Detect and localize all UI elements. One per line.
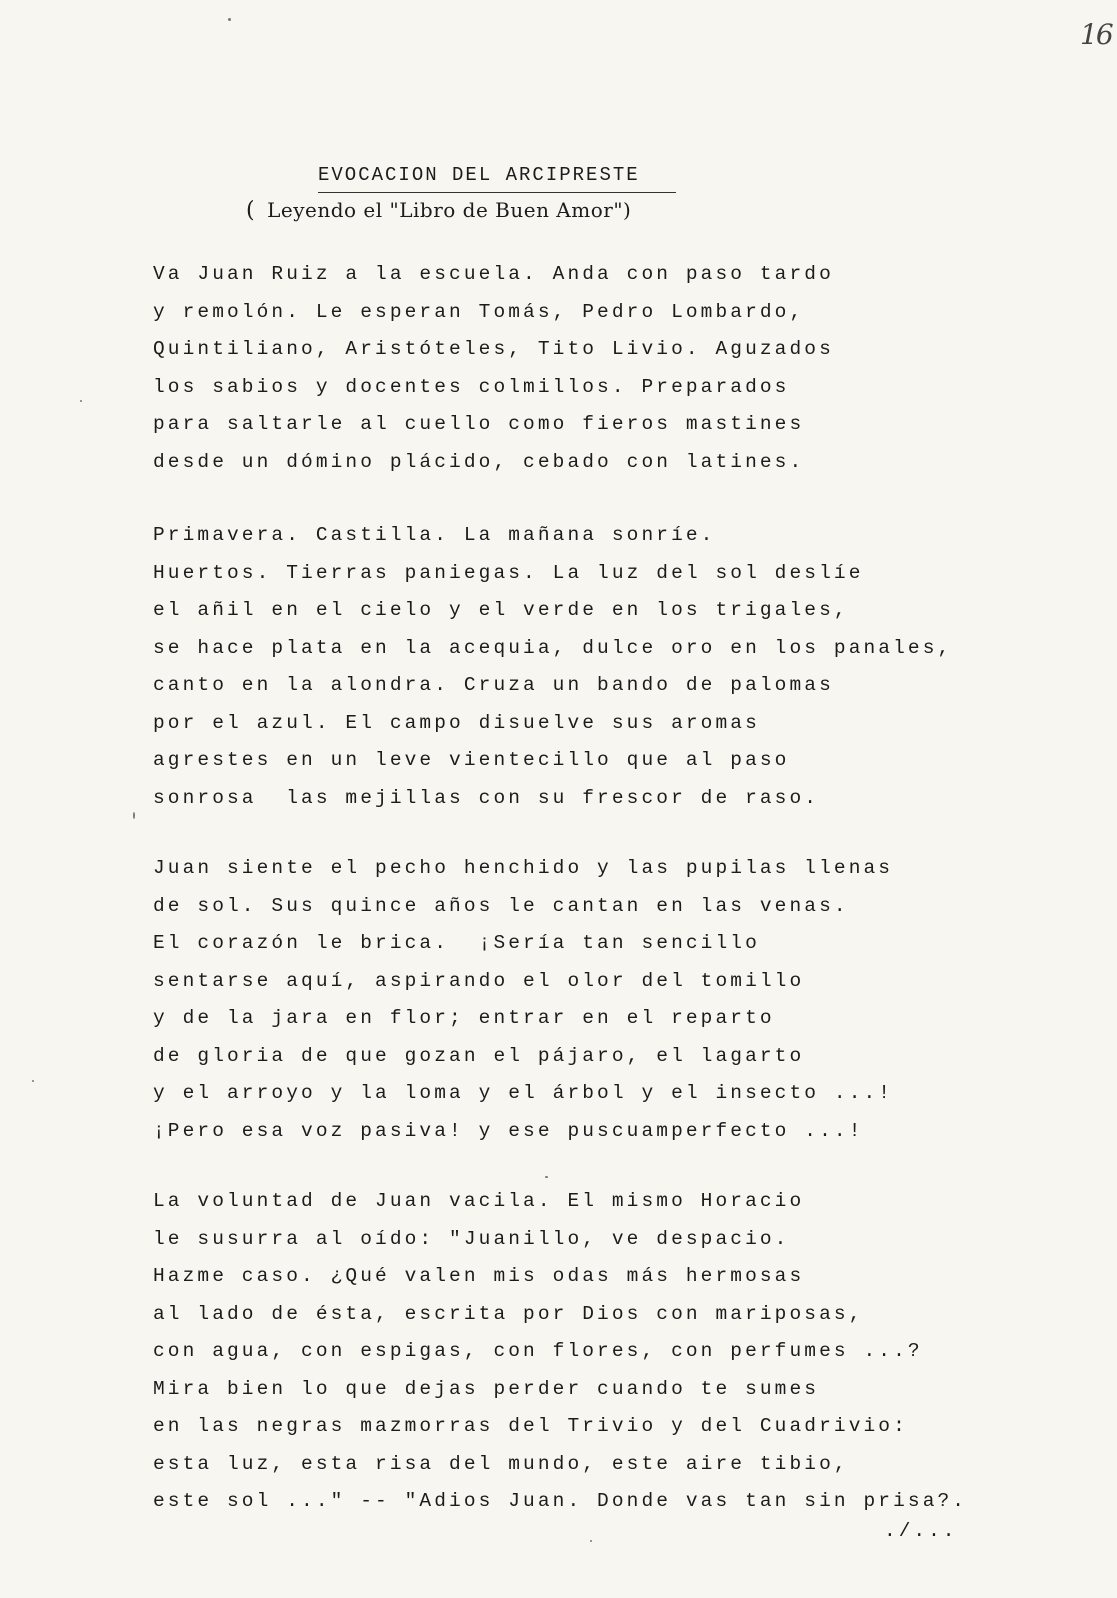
poem-line: Huertos. Tierras paniegas. La luz del sol deslíe: [153, 561, 864, 584]
poem-line: Juan siente el pecho henchido y las pupilas llenas: [153, 857, 894, 879]
stanza-2: [153, 517, 952, 817]
poem-line: La voluntad de Juan vacila. El mismo Horacio: [153, 1190, 805, 1212]
poem-line: y de la jara en flor; entrar en el reparto: [153, 1007, 775, 1029]
poem-line: desde un dómino plácido, cebado con latines.: [153, 450, 805, 473]
poem-title: EVOCACION DEL ARCIPRESTE: [318, 164, 676, 193]
subtitle-text: Leyendo el "Libro de Buen Amor"): [267, 198, 632, 222]
page-number: 16: [1080, 18, 1112, 51]
poem-line: Quintiliano, Aristóteles, Tito Livio. Aguzados: [153, 338, 834, 360]
stanza-3: [153, 850, 893, 1150]
poem-line: esta luz, esta risa del mundo, este aire tibio,: [153, 1452, 849, 1475]
poem-line: agrestes en un leve vientecillo que al paso: [153, 749, 790, 771]
poem-line: por el azul. El campo disuelve sus aromas: [153, 711, 760, 734]
poem-line: ¡Pero esa voz pasiva! y ese puscuamperfecto ...!: [153, 1119, 864, 1142]
poem-line: sentarse aquí, aspirando el olor del tomillo: [153, 969, 805, 992]
poem-line: El corazón le brica. ¡Sería tan sencillo: [153, 932, 760, 954]
poem-line: con agua, con espigas, con flores, con perfumes ...?: [153, 1340, 923, 1362]
poem-line: y remolón. Le esperan Tomás, Pedro Lombardo,: [153, 300, 805, 323]
poem-line: al lado de ésta, escrita por Dios con mariposas,: [153, 1302, 864, 1325]
paper-speck: [545, 1176, 548, 1178]
paper-speck: [32, 1080, 34, 1082]
poem-line: los sabios y docentes colmillos. Preparados: [153, 375, 790, 398]
poem-line: de sol. Sus quince años le cantan en las venas.: [153, 894, 849, 917]
paper-speck: [133, 812, 135, 819]
poem-line: en las negras mazmorras del Trivio y del Cuadrivio:: [153, 1415, 908, 1437]
poem-line: de gloria de que gozan el pájaro, el lagarto: [153, 1044, 805, 1067]
poem-line: sonrosa las mejillas con su frescor de raso.: [153, 786, 820, 809]
poem-line: se hace plata en la acequia, dulce oro en los panales,: [153, 636, 953, 659]
continues-marker: ./...: [884, 1520, 958, 1542]
poem-line: Hazme caso. ¿Qué valen mis odas más hermosas: [153, 1265, 805, 1287]
poem-line: para saltarle al cuello como fieros mastines: [153, 413, 805, 435]
paper-speck: [80, 400, 82, 402]
poem-subtitle: [246, 198, 631, 223]
subtitle-open-paren: (: [246, 198, 256, 223]
poem-line: el añil en el cielo y el verde en los trigales,: [153, 599, 849, 621]
paper-speck: [590, 1540, 592, 1542]
poem-line: y el arroyo y la loma y el árbol y el insecto ...!: [153, 1082, 894, 1104]
paper-speck: [228, 18, 231, 21]
poem-line: Va Juan Ruiz a la escuela. Anda con paso tardo: [153, 263, 834, 285]
stanza-4: [153, 1183, 967, 1521]
poem-line: le susurra al oído: "Juanillo, ve despacio.: [153, 1227, 790, 1250]
poem-line: canto en la alondra. Cruza un bando de palomas: [153, 674, 834, 696]
poem-line: Primavera. Castilla. La mañana sonríe.: [153, 524, 716, 546]
poem-line: Mira bien lo que dejas perder cuando te sumes: [153, 1377, 820, 1400]
stanza-1: [153, 256, 834, 481]
poem-line: este sol ..." -- "Adios Juan. Donde vas tan sin prisa?.: [153, 1490, 968, 1512]
